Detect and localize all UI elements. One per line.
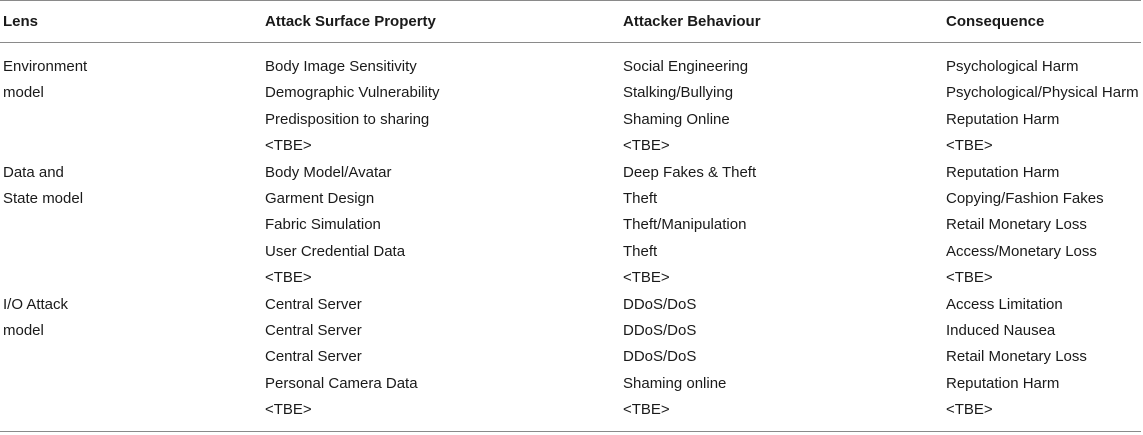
table-row (0, 265, 1143, 291)
attack-surface-cell: Predisposition to sharing (265, 110, 430, 128)
consequence-cell: <TBE> (946, 269, 993, 287)
lens-group (0, 160, 1143, 292)
consequence-cell: Psychological Harm (946, 58, 1079, 75)
attacker-behaviour-cell: Deep Fakes & Theft (623, 163, 757, 181)
attacker-behaviour-cell: DDoS/DoS (623, 321, 697, 339)
table-row (0, 344, 1143, 370)
lens-group (0, 54, 1143, 160)
attack-surface-cell: Central Server (265, 348, 362, 366)
consequence-cell: <TBE> (946, 401, 993, 419)
attack-surface-cell: <TBE> (265, 269, 312, 287)
table-row (0, 239, 1143, 265)
attack-surface-cell: Fabric Simulation (265, 216, 381, 234)
attacker-behaviour-cell: <TBE> (623, 137, 670, 155)
attacker-behaviour-cell: Stalking/Bullying (623, 84, 734, 102)
attacker-behaviour-cell: Shaming Online (623, 110, 730, 128)
attack-surface-cell: Body Image Sensitivity (265, 58, 417, 75)
attack-surface-cell: <TBE> (265, 401, 312, 419)
table-body (0, 54, 1143, 423)
consequence-cell: Access Limitation (946, 295, 1063, 313)
header-attack-surface-property: Attack Surface Property (265, 13, 436, 30)
attack-surface-cell: Personal Camera Data (265, 374, 418, 392)
attacker-behaviour-cell: <TBE> (623, 401, 670, 419)
lens-group (0, 292, 1143, 424)
table-header-row (0, 0, 1143, 42)
lens-label-line: State model (3, 189, 84, 207)
lens-label-line: model (3, 321, 44, 339)
table-row (0, 371, 1143, 397)
attack-surface-cell: Central Server (265, 321, 362, 339)
consequence-cell: Copying/Fashion Fakes (946, 189, 1104, 207)
consequence-cell: <TBE> (946, 137, 993, 155)
lens-label-line: I/O Attack (3, 295, 69, 313)
table-row (0, 80, 1143, 106)
consequence-cell: Retail Monetary Loss (946, 216, 1087, 234)
attacker-behaviour-cell: DDoS/DoS (623, 295, 697, 313)
lens-label-line: Environment (3, 58, 88, 75)
attack-surface-cell: Garment Design (265, 189, 375, 207)
table-row (0, 318, 1143, 344)
attack-surface-cell: <TBE> (265, 137, 312, 155)
attack-surface-cell: User Credential Data (265, 242, 406, 260)
table-header-rule (0, 42, 1141, 43)
consequence-cell: Retail Monetary Loss (946, 348, 1087, 366)
table-row (0, 133, 1143, 159)
table-row (0, 107, 1143, 133)
table-row (0, 292, 1143, 318)
table-row (0, 186, 1143, 212)
header-attacker-behaviour: Attacker Behaviour (623, 13, 761, 30)
consequence-cell: Reputation Harm (946, 374, 1060, 392)
table-row (0, 54, 1143, 80)
table-row (0, 397, 1143, 423)
table-row (0, 212, 1143, 238)
consequence-cell: Access/Monetary Loss (946, 242, 1097, 260)
header-lens: Lens (3, 13, 39, 30)
attacker-behaviour-cell: Social Engineering (623, 58, 749, 75)
attacker-behaviour-cell: Shaming online (623, 374, 727, 392)
header-consequence: Consequence (946, 13, 1045, 30)
attacker-behaviour-cell: Theft (623, 189, 658, 207)
lens-label-line: model (3, 84, 44, 102)
consequence-cell: Reputation Harm (946, 110, 1060, 128)
consequence-cell: Induced Nausea (946, 321, 1056, 339)
attacker-behaviour-cell: Theft (623, 242, 658, 260)
consequence-cell: Reputation Harm (946, 163, 1060, 181)
table-bottom-rule (0, 431, 1141, 432)
consequence-cell: Psychological/Physical Harm (946, 84, 1139, 102)
attack-surface-cell: Demographic Vulnerability (265, 84, 440, 102)
table-row (0, 160, 1143, 186)
attacker-behaviour-cell: Theft/Manipulation (623, 216, 747, 234)
attacker-behaviour-cell: <TBE> (623, 269, 670, 287)
lens-label-line: Data and (3, 163, 64, 181)
attacker-behaviour-cell: DDoS/DoS (623, 348, 697, 366)
attack-surface-cell: Body Model/Avatar (265, 163, 392, 181)
attack-surface-cell: Central Server (265, 295, 362, 313)
